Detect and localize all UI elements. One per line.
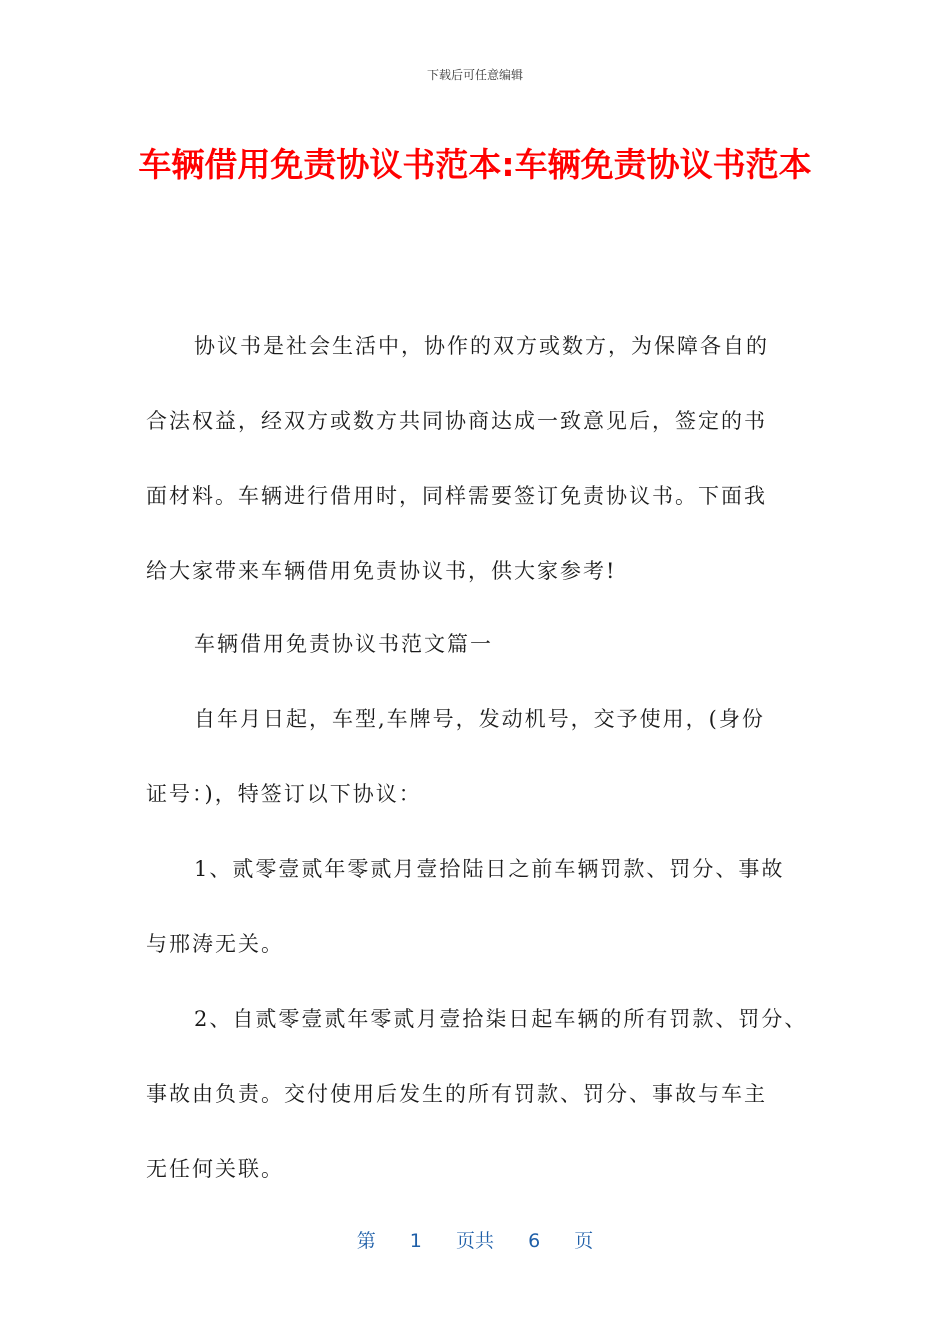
paragraph-line: 面材料。车辆进行借用时，同样需要签订免责协议书。下面我 — [146, 484, 767, 508]
document-title: 车辆借用免责协议书范本:车辆免责协议书范本 — [138, 145, 812, 184]
paragraph-line: 自年月日起，车型,车牌号，发动机号，交予使用，(身份 — [194, 707, 765, 731]
header-note: 下载后可任意编辑 — [426, 68, 523, 82]
paragraph-line: 合法权益，经双方或数方共同协商达成一致意见后，签定的书 — [146, 409, 767, 433]
footer-page-suffix: 页 — [574, 1230, 594, 1252]
clause-line: 无任何关联。 — [146, 1157, 284, 1181]
section-heading: 车辆借用免责协议书范文篇一 — [194, 632, 493, 656]
clause-line: 2、自贰零壹贰年零贰月壹拾柒日起车辆的所有罚款、罚分、 — [194, 1007, 808, 1031]
paragraph-line: 给大家带来车辆借用免责协议书，供大家参考! — [146, 559, 617, 583]
clause-line: 与邢涛无关。 — [146, 932, 284, 956]
footer-total-pages: 6 — [528, 1230, 541, 1252]
footer-page-number: 1 — [409, 1230, 422, 1252]
footer-page-label: 第 — [356, 1230, 376, 1252]
page-footer — [0, 1226, 950, 1253]
clause-line: 1、贰零壹贰年零贰月壹拾陆日之前车辆罚款、罚分、事故 — [194, 857, 785, 881]
paragraph-line: 证号：)，特签订以下协议： — [146, 782, 422, 806]
footer-of-label: 页共 — [455, 1230, 494, 1252]
clause-line: 事故由负责。交付使用后发生的所有罚款、罚分、事故与车主 — [146, 1082, 767, 1106]
paragraph-line: 协议书是社会生活中，协作的双方或数方，为保障各自的 — [194, 334, 769, 358]
